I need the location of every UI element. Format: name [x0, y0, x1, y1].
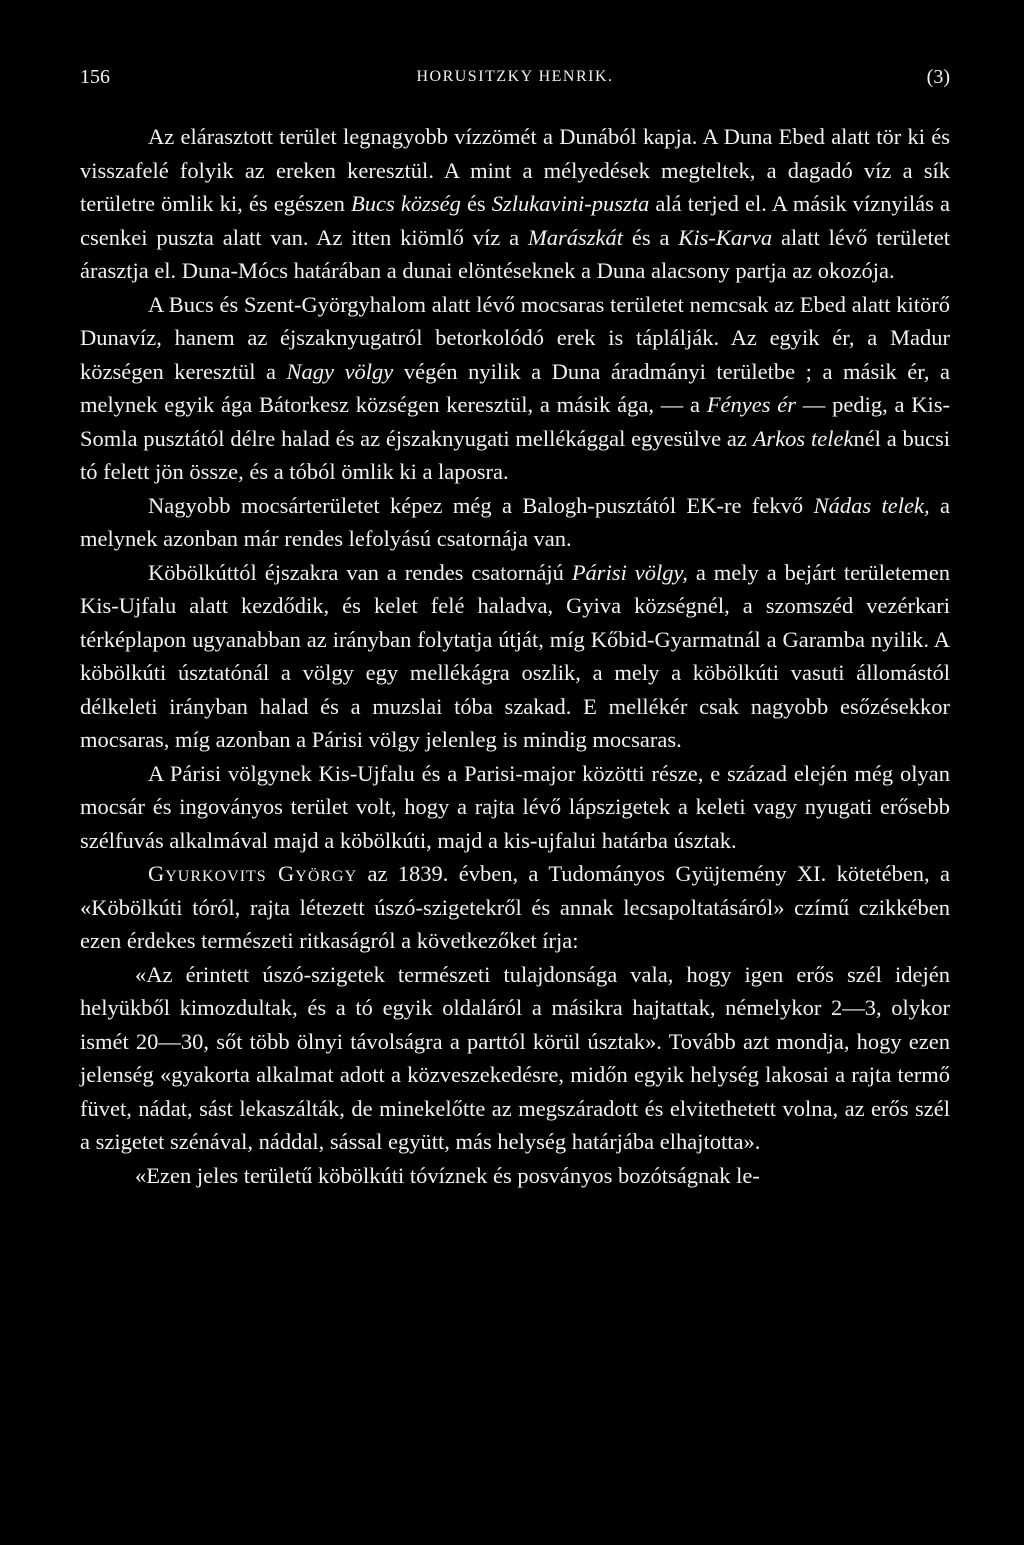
- paragraph: [80, 556, 950, 757]
- text-run: és a: [623, 224, 679, 250]
- italic-text: Bucs község: [351, 191, 461, 216]
- text-run: az 1839. évben, a Tudományos Gyüjtemény XI. kötetében, a «Köbölkúti tóról, rajta létezett úszó-szigetekről és annak lecsapoltatásáról» czímű czikkében ezen érdekes természeti ritkaságról a következőket írja:: [80, 861, 950, 953]
- text-run: alá terjed el. A másik víznyilás a csenkei puszta alatt van. Az itten kiömlő víz a: [80, 191, 950, 250]
- paragraph: [80, 857, 950, 958]
- text-run: nél a bucsi tó felett jön össze, és a tóból ömlik ki a laposra.: [80, 425, 950, 484]
- text-run: A Párisi völgynek Kis-Ujfalu és a Parisi-major közötti része, e század elején még olyan mocsár és ingoványos terület volt, hogy a rajta lévő lápszigetek a keleti vagy nyugati erősebb szélfuvás alkalmával majd a köbölkúti, majd a kis-ujfalui határba úsztak.: [80, 760, 950, 853]
- paragraph: [80, 757, 950, 858]
- italic-text: Fényes ér: [706, 392, 797, 417]
- running-header: [80, 66, 950, 94]
- italic-text: Arkos telek: [752, 425, 854, 451]
- page-number: 156: [80, 66, 110, 88]
- section-number: (3): [926, 66, 950, 88]
- text-run: «Ezen jeles területű köbölkúti tóvíznek és posványos bozótságnak le-: [135, 1162, 760, 1188]
- text-run: A Bucs és Szent-Györgyhalom alatt lévő mocsaras területet nemcsak az Ebed alatt kitörő Dunavíz, hanem az éjszaknyugatról betorkolódó erek is táplálják. Az egyik ér, a Madur községen keresztül a: [80, 291, 950, 384]
- paragraph: [80, 1159, 950, 1193]
- author-name: Gyurkovits György: [148, 861, 358, 886]
- paragraph: [80, 288, 950, 489]
- paragraph: [80, 120, 950, 288]
- text-run: — pedig, a Kis-Somla pusztától délre halad és az éjszaknyugati mellékággal egyesülve az: [80, 392, 950, 451]
- running-title: HORUSITZKY HENRIK.: [416, 68, 614, 85]
- text-run: a mely a bejárt területemen Kis-Ujfalu alatt kezdődik, és kelet felé haladva, Gyiva községnél, a szomszéd vezérkari térképlapon ugyanabban az irányban folytatja útját, míg Kőbid-Gyarmatnál a Garamba nyilik. A köbölkúti úsztatónál a völgy egy mellékágra oszlik, a mely a köbölkúti vasuti állomástól délkeleti irányban halad és a muzslai tóba szakad. E mellékér csak nagyobb esőzésekkor mocsaras, míg azonban a Párisi völgy jelenleg is mindig mocsaras.: [80, 559, 951, 752]
- italic-text: Nádas telek,: [813, 492, 930, 518]
- paragraph: [80, 489, 950, 556]
- italic-text: Párisi völgy,: [571, 559, 688, 585]
- text-run: végén nyilik a Duna áradmányi területbe ; a másik ér, a melynek egyik ága Bátorkesz községen keresztül, a másik ága, — a: [80, 358, 950, 417]
- italic-text: Nagy völgy: [286, 358, 394, 384]
- body-text: [80, 120, 950, 1192]
- text-run: Nagyobb mocsárterületet képez még a Balogh-pusztától EK-re fekvő: [148, 492, 814, 518]
- text-run: Az elárasztott terület legnagyobb vízzömét a Dunából kapja. A Duna Ebed alatt tör ki és visszafelé folyik az ereken keresztül. A mint a mélyedések megteltek, a dagadó víz a sík területre ömlik ki, és egészen: [80, 124, 950, 216]
- italic-text: Kis-Karva: [678, 224, 773, 250]
- text-run: alatt lévő területet árasztja el. Duna-Mócs határában a dunai elöntéseknek a Duna alacsony partja az okozója.: [80, 224, 951, 283]
- text-run: a melynek azonban már rendes lefolyású csatornája van.: [80, 492, 950, 551]
- text-run: Köbölkúttól éjszakra van a rendes csatornájú: [148, 559, 572, 585]
- text-run: «Az érintett úszó-szigetek természeti tulajdonsága vala, hogy igen erős szél idején helyükből kimozdultak, és a tó egyik oldaláról a másikra hajtattak, némelykor 2—3, olykor ismét 20—30, sőt több ölnyi távolságra a parttól körül úsztak». Tovább azt mondja, hogy ezen jelenség «gyakorta alkalmat adott a közveszekedésre, midőn egyik helység lakosai a rajta termő füvet, nádat, sást lekaszálták, de minekelőtte az megszáradott és elvitethetett volna, az erős szél a szigetet szénával, náddal, sással együtt, más helység határjába elhajtotta».: [80, 961, 950, 1154]
- italic-text: Marászkát: [528, 224, 623, 250]
- italic-text: Szlukavini-puszta: [491, 191, 650, 216]
- text-run: és: [460, 191, 492, 216]
- paragraph: [80, 958, 950, 1159]
